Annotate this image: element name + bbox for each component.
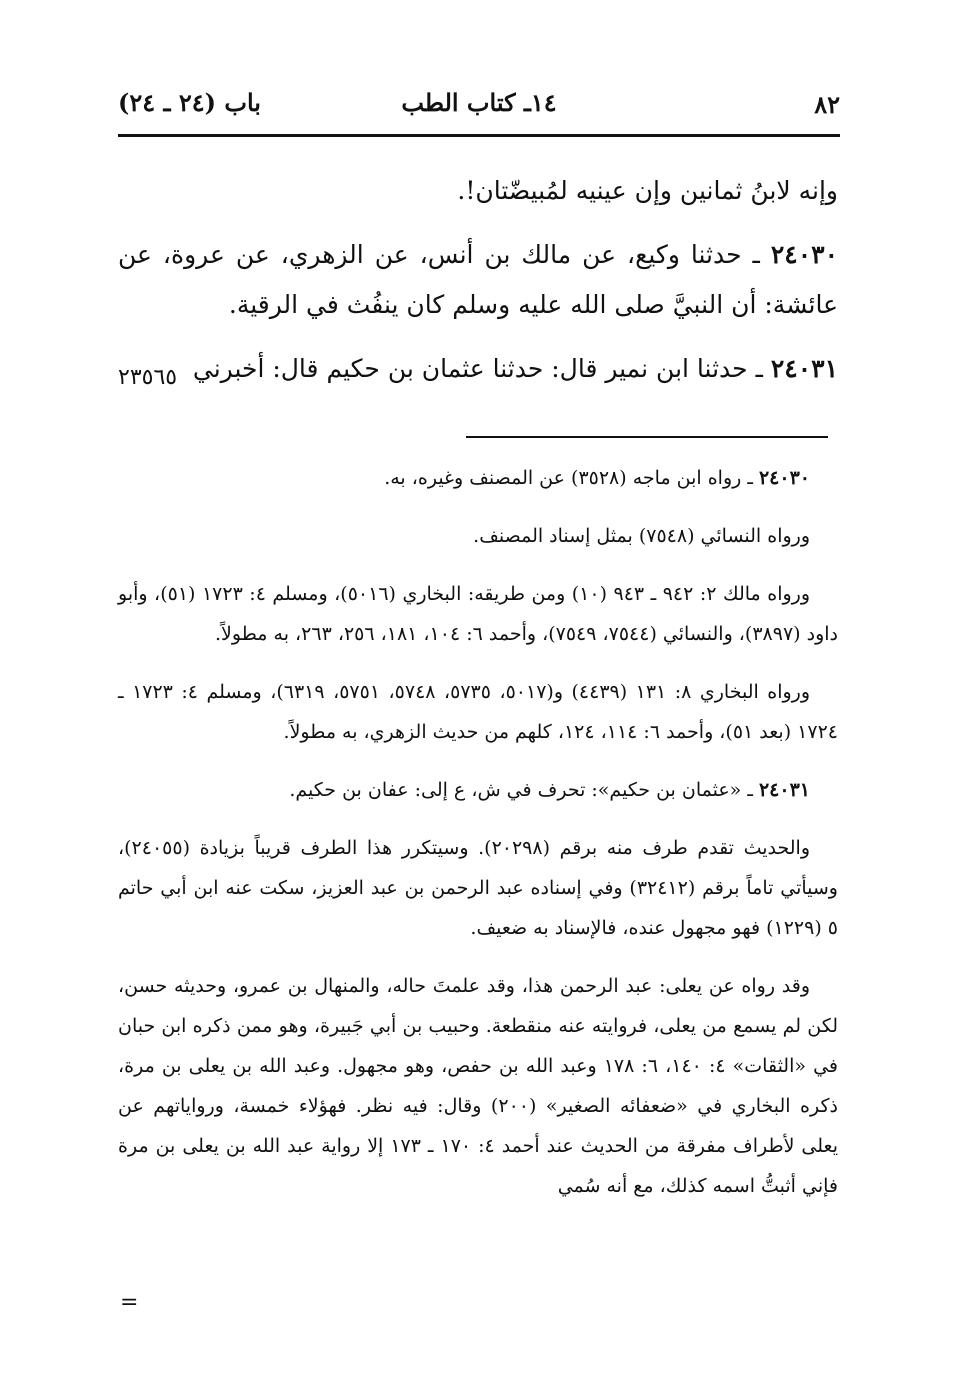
footnotes (118, 458, 838, 1224)
continuation-mark: = (120, 1290, 139, 1315)
hadith-24031 (118, 344, 838, 394)
hadith-number: ٢٤٠٣٠ (770, 240, 838, 269)
footnote-24031 (118, 770, 838, 810)
footnote-paragraph: ورواه مالك ٢: ٩٤٢ ـ ٩٤٣ (١٠) ومن طريقه: البخاري (٥٠١٦)، ومسلم ٤: ١٧٢٣ (٥١)، وأبو داود (٣٨٩٧)، والنسائي (٧٥٤٤، ٧٥٤٩)، وأحمد ٦: ١٠٤، ١٨١، ٢٥٦، ٢٦٣، به مطولاً. (118, 583, 838, 645)
hadith-text: ـ حدثنا وكيع، عن مالك بن أنس، عن الزهري، عن عروة، عن عائشة: أن النبيَّ صلى الله عليه وسلم كان ينفُث في الرقية. (118, 240, 838, 319)
footnote-paragraph: ورواه البخاري ٨: ١٣١ (٤٤٣٩) و(٥٠١٧، ٥٧٣٥، ٥٧٤٨، ٥٧٥١، ٦٣١٩)، ومسلم ٤: ١٧٢٣ ـ ١٧٢٤ (بعد ٥١)، وأحمد ٦: ١١٤، ١٢٤، كلهم من حديث الزهري، به مطولاً. (118, 681, 838, 743)
footnote-text: ـ رواه ابن ماجه (٣٥٢٨) عن المصنف وغيره، به. (384, 467, 753, 489)
footnote-24030 (118, 458, 838, 498)
hadith-number: ٢٤٠٣١ (770, 354, 838, 383)
footnote-paragraph: وقد رواه عن يعلى: عبد الرحمن هذا، وقد علمتَ حاله، والمنهال بن عمرو، وحديثه حسن، لكن لم يسمع من يعلى، فروايته عنه منقطعة. وحبيب بن أبي جَبيرة، وهو ممن ذكره ابن حبان في «الثقات» ٤: ١٤٠، ٦: ١٧٨ وعبد الله بن حفص، وهو مجهول. وعبد الله بن يعلى بن مرة، ذكره البخاري في «ضعفائه الصغير» (٢٠٠) وقال: فيه نظر. فهؤلاء خمسة، ورواياتهم عن يعلى لأطراف مفرقة من الحديث عند أحمد ٤: ١٧٠ ـ ١٧٣ إلا رواية عبد الله بن يعلى بن مرة فإني أثبتُّ اسمه كذلك، مع أنه سُمي (118, 975, 839, 1197)
footnote-number: ٢٤٠٣٠ (758, 467, 810, 489)
book-title: ١٤ـ كتاب الطب (401, 88, 557, 117)
header-rule (118, 134, 840, 137)
footnote-rule (466, 436, 828, 438)
main-text (118, 166, 838, 408)
hadith-24030 (118, 230, 838, 330)
footnote-text: ـ «عثمان بن حكيم»: تحرف في ش، ع إلى: عفان بن حكيم. (289, 779, 753, 801)
chapter-title: باب (٢٤ ـ ٢٤) (118, 88, 261, 117)
footnote-paragraph: ورواه النسائي (٧٥٤٨) بمثل إسناد المصنف. (473, 525, 810, 547)
page-number: ٨٢ (814, 90, 840, 119)
footnote-number: ٢٤٠٣١ (758, 779, 810, 801)
footnote-paragraph: والحديث تقدم طرف منه برقم (٢٠٢٩٨). وسيتكرر هذا الطرف قريباً بزيادة (٢٤٠٥٥)، وسيأتي تاماً برقم (٣٢٤١٢) وفي إسناده عبد الرحمن بن عبد العزيز، سكت عنه ابن أبي حاتم ٥ (١٢٢٩) فهو مجهول عنده، فالإسناد به ضعيف. (118, 837, 838, 939)
running-head (118, 84, 840, 130)
margin-number: ٢٣٥٦٥ (118, 365, 178, 390)
intro-line: وإنه لابنُ ثمانين وإن عينيه لمُبيضّتان!. (457, 176, 838, 205)
hadith-text: ـ حدثنا ابن نمير قال: حدثنا عثمان بن حكيم قال: أخبرني (192, 354, 763, 383)
